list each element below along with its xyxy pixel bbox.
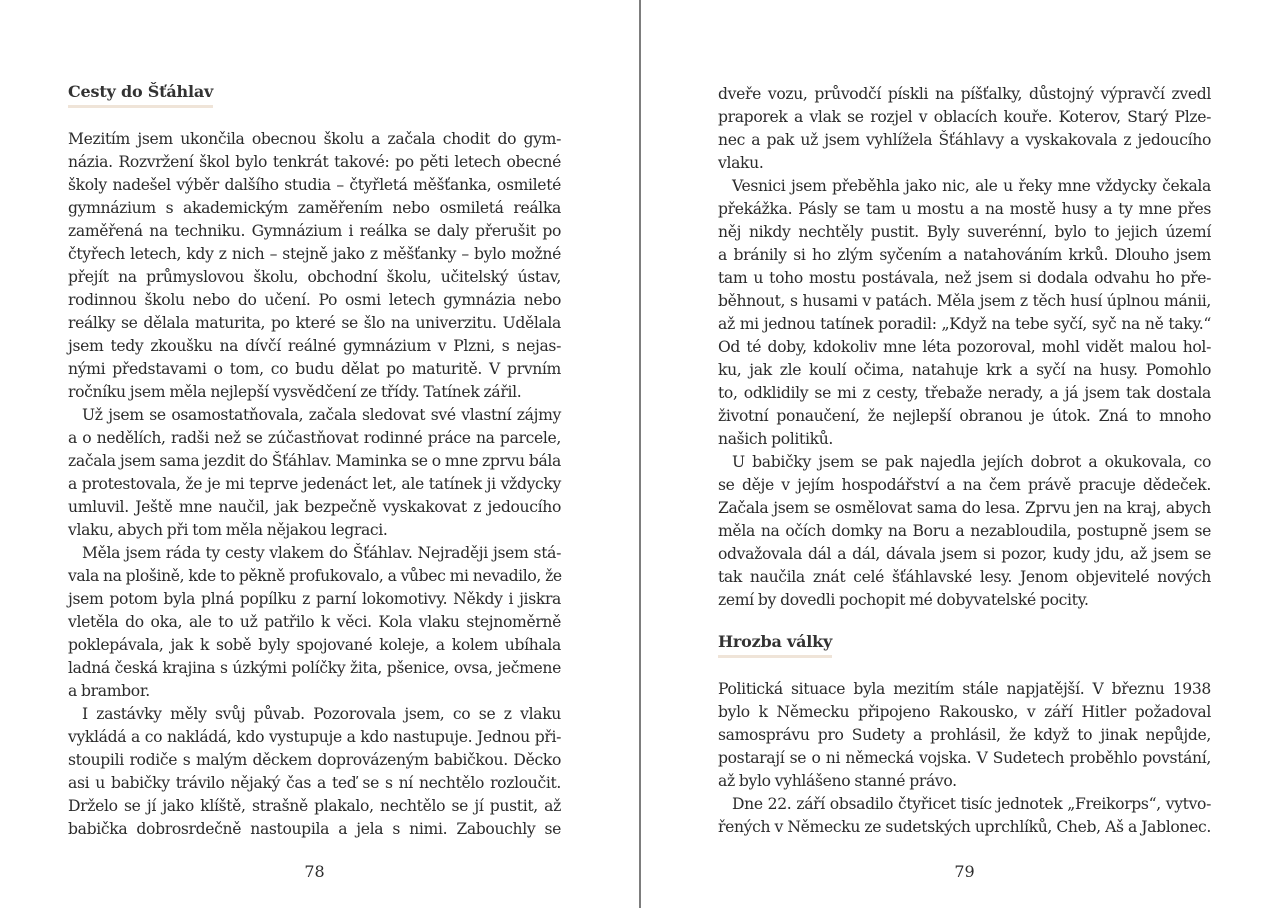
text-line: U babičky jsem se pak najedla jejích dobrot a okukovala, co — [732, 453, 1211, 471]
text-line: vlaku. — [718, 154, 764, 172]
paragraph — [68, 404, 561, 542]
text-line: babička dobrosrdečně nastoupila a jela s nimi. Zabouchly se — [68, 820, 561, 838]
text-line: asi u babičky trávilo nějaký čas a teď se s ní nechtělo rozloučit. — [68, 774, 561, 792]
gutter-divider — [639, 0, 641, 908]
text-line: to, odklidily se mi z cesty, třebaže nerady, a já jsem tak dostala — [718, 384, 1211, 402]
left-page — [68, 0, 561, 908]
text-line: Začala jsem se osmělovat sama do lesa. Zprvu jen na kraj, abych — [718, 499, 1211, 517]
text-line: I zastávky měly svůj půvab. Pozorovala jsem, co se z vlaku — [82, 705, 561, 723]
text-line: něj nikdy nechtěly pustit. Byly suverénní, bylo to jejich území — [718, 223, 1211, 241]
text-line: bylo k Německu připojeno Rakousko, v září Hitler požadoval — [718, 703, 1211, 721]
text-line: dveře vozu, průvodčí pískli na píšťalky, důstojný výpravčí zvedl — [718, 85, 1211, 103]
text-line: čtyřech letech, kdy z nich – stejně jako z měšťanky – bylo možné — [68, 245, 561, 263]
text-line: běhnout, s husami v patách. Měla jsem z těch husí úplnou mánii, — [718, 292, 1211, 310]
text-line: Už jsem se osamostatňovala, začala sledovat své vlastní zájmy — [82, 406, 561, 424]
text-line: nec a pak už jsem vyhlížela Šťáhlavy a vyskakovala z jedoucího — [718, 131, 1211, 149]
text-line: až bylo vyhlášeno stanné právo. — [718, 772, 957, 790]
text-line: Vesnici jsem přeběhla jako nic, ale u řeky mne vždycky čekala — [732, 177, 1211, 195]
text-line: překážka. Pásly se tam u mostu a na mostě husy a ty mne přes — [718, 200, 1211, 218]
section-heading-hrozba-valky: Hrozba války — [718, 632, 832, 658]
text-line: stoupili rodiče s malým děckem doprovázeným babičkou. Děcko — [68, 751, 561, 769]
text-line: měla na očích domky na Boru a nezabloudila, postupně jsem se — [718, 522, 1211, 540]
text-line: se děje v jejím hospodářství a na čem právě pracuje dědeček. — [718, 476, 1211, 494]
text-line: rodinnou školu nebo do učení. Po osmi letech gymnázia nebo — [68, 291, 561, 309]
paragraph — [68, 703, 561, 841]
text-line: tak naučila znát celé šťáhlavské lesy. Jenom objevitelé nových — [718, 568, 1211, 586]
page-number-right: 79 — [954, 862, 975, 881]
text-line: odvažovala dál a dál, dávala jsem si pozor, kudy jdu, až jsem se — [718, 545, 1211, 563]
text-line: našich politiků. — [718, 430, 834, 448]
text-line: praporek a vlak se rozjel v oblacích kouře. Koterov, Starý Plze- — [718, 108, 1211, 126]
text-line: až mi jednou tatínek poradil: „Když na tebe syčí, syč na ně taky.“ — [718, 315, 1211, 333]
text-line: nými představami o tom, co budu dělat po maturitě. V prvním — [68, 360, 561, 378]
text-line: jsem potom byla plná popílku z parní lokomotivy. Někdy i jiskra — [68, 590, 561, 608]
section-heading-cesty-do-stahlav: Cesty do Šťáhlav — [68, 82, 213, 108]
text-line: Mezitím jsem ukončila obecnou školu a začala chodit do gym- — [68, 130, 561, 148]
right-page-body-text-bottom — [718, 678, 1211, 839]
right-page — [718, 0, 1211, 908]
text-line: a o nedělích, radši než se zúčastňovat rodinné práce na parcele, — [68, 429, 561, 447]
text-line: reálky se dělala maturita, po které se šlo na univerzitu. Udělala — [68, 314, 561, 332]
text-line: samosprávu pro Sudety a prohlásil, že když to jinak nepůjde, — [718, 726, 1211, 744]
paragraph — [68, 542, 561, 703]
text-line: Dne 22. září obsadilo čtyřicet tisíc jednotek „Freikorps“, vytvo- — [732, 795, 1211, 813]
text-line: vala na plošině, kde to pěkně profukovalo, a vůbec mi nevadilo, že — [68, 567, 562, 585]
paragraph — [718, 83, 1211, 175]
text-line: zemí by dovedli pochopit mé dobyvatelské pocity. — [718, 591, 1089, 609]
text-line: vletěla do oka, ale to už patřilo k věci. Kola vlaku stejnoměrně — [68, 613, 561, 631]
text-line: vykládá a co nakládá, kdo vystupuje a kdo nastupuje. Jednou při- — [68, 728, 561, 746]
text-line: umluvil. Ještě mne naučil, jak bezpečně vyskakovat z jedoucího — [68, 498, 561, 516]
text-line: začala jsem sama jezdit do Šťáhlav. Maminka se o mne zprvu bála — [68, 452, 561, 470]
text-line: jsem tedy zkoušku na dívčí reálné gymnázium v Plzni, s nejas- — [68, 337, 561, 355]
text-line: vlaku, abych při tom měla nějakou legraci. — [68, 521, 388, 539]
text-line: Od té doby, kdokoliv mne léta pozoroval, mohl vidět malou hol- — [718, 338, 1211, 356]
text-line: a brambor. — [68, 682, 150, 700]
text-line: školy nadešel výběr dalšího studia – čtyřletá měšťanka, osmileté — [68, 176, 561, 194]
text-line: řených v Německu ze sudetských uprchlíků, Cheb, Aš a Jablonec. — [718, 818, 1211, 836]
paragraph — [718, 451, 1211, 612]
right-page-body-text-top — [718, 83, 1211, 612]
text-line: přejít na průmyslovou školu, obchodní školu, učitelský ústav, — [68, 268, 561, 286]
text-line: Politická situace byla mezitím stále napjatější. V březnu 1938 — [718, 680, 1211, 698]
paragraph — [68, 128, 561, 404]
paragraph — [718, 793, 1211, 839]
text-line: postarají se o ni německá vojska. V Sudetech proběhlo povstání, — [718, 749, 1211, 767]
text-line: ladná česká krajina s úzkými políčky žita, pšenice, ovsa, ječmene — [68, 659, 561, 677]
text-line: gymnázium s akademickým zaměřením nebo osmiletá reálka — [68, 199, 561, 217]
text-line: životní ponaučení, že nejlepší obranou je útok. Zná to mnoho — [718, 407, 1211, 425]
text-line: a protestovala, že je mi teprve jedenáct let, ale tatínek ji vždycky — [68, 475, 561, 493]
text-line: Měla jsem ráda ty cesty vlakem do Šťáhlav. Nejraději jsem stá- — [82, 544, 561, 562]
left-page-body-text — [68, 128, 561, 841]
page-number-left: 78 — [304, 862, 325, 881]
text-line: a bránily si ho zlým syčením a natahováním krků. Dlouho jsem — [718, 246, 1211, 264]
text-line: poklepávala, jak k sobě byly spojované koleje, a kolem ubíhala — [68, 636, 561, 654]
text-line: zaměřená na techniku. Gymnázium i reálka se daly přerušit po — [68, 222, 561, 240]
paragraph — [718, 678, 1211, 793]
paragraph — [718, 175, 1211, 451]
text-line: názia. Rozvržení škol bylo tenkrát takové: po pěti letech obecné — [68, 153, 561, 171]
text-line: ročníku jsem měla nejlepší vysvědčení ze třídy. Tatínek zářil. — [68, 383, 522, 401]
text-line: ku, jak zle koulí očima, natahuje krk a syčí na husy. Pomohlo — [718, 361, 1211, 379]
text-line: Drželo se jí jako klíště, strašně plakalo, nechtělo se jí pustit, až — [68, 797, 561, 815]
text-line: tam u toho mostu postávala, než jsem si dodala odvahu ho pře- — [718, 269, 1211, 287]
